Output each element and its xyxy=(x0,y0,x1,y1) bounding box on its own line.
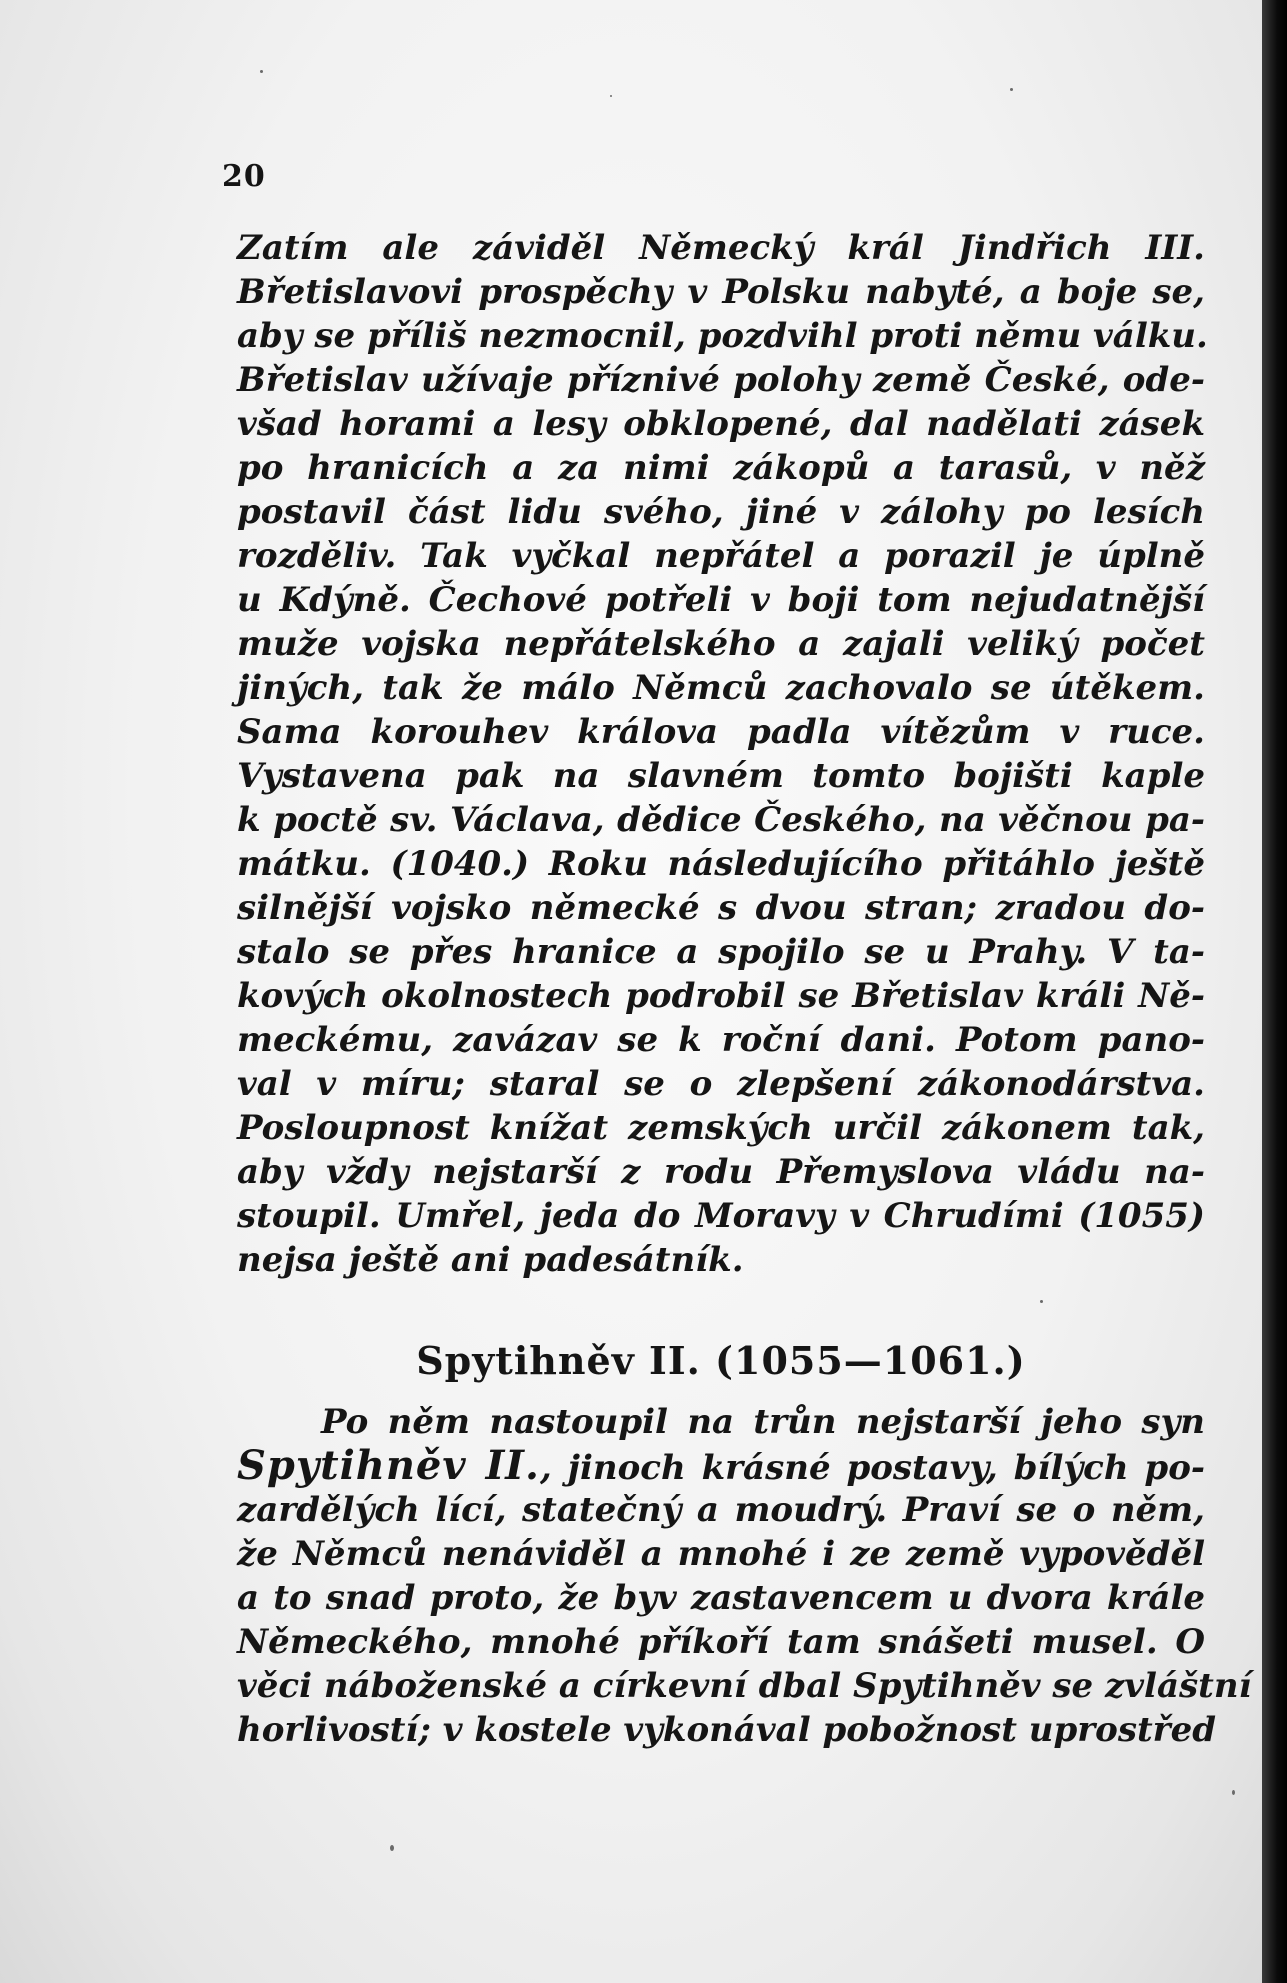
text-line: horlivostí; v kostele vykonával pobožnost uprostřed xyxy=(237,1710,1216,1750)
text-line: meckému, zavázav se k roční dani. Potom pano- xyxy=(237,1020,1205,1060)
book-spine-edge xyxy=(1262,0,1287,1983)
text-line: že Němců nenáviděl a mnohé i ze země vypověděl xyxy=(237,1534,1205,1574)
text-line: mátku. (1040.) Roku následujícího přitáhlo ještě xyxy=(237,844,1205,884)
paper-speck xyxy=(610,95,612,97)
text-line: nejsa ještě ani padesátník. xyxy=(237,1240,744,1280)
paper-speck xyxy=(260,70,263,73)
text-line: věci náboženské a církevní dbal Spytihněv se zvláštní xyxy=(237,1666,1252,1706)
text-line: stoupil. Umřel, jeda do Moravy v Chrudími (1055) xyxy=(237,1196,1205,1236)
text-line: aby se příliš nezmocnil, pozdvihl proti němu válku. xyxy=(237,316,1208,356)
text-line: rozděliv. Tak vyčkal nepřátel a porazil je úplně xyxy=(237,536,1205,576)
text-line: a to snad proto, že byv zastavencem u dvora krále xyxy=(237,1578,1205,1618)
text-line: u Kdýně. Čechové potřeli v boji tom nejudatnější xyxy=(237,580,1205,620)
paper-speck xyxy=(1040,1300,1043,1303)
text-line-rest: , jinoch krásné postavy, bílých po- xyxy=(539,1448,1205,1488)
text-line: muže vojska nepřátelského a zajali veliký počet xyxy=(237,624,1205,664)
text-line xyxy=(237,1444,1205,1488)
text-line: Posloupnost knížat zemských určil zákonem tak, xyxy=(237,1108,1205,1148)
emphasized-name: Spytihněv II. xyxy=(237,1442,540,1489)
text-line: Zatím ale záviděl Německý král Jindřich III. xyxy=(237,228,1205,268)
paragraph-spytihnev xyxy=(237,1400,1252,1752)
text-line: val v míru; staral se o zlepšení zákonodárstva. xyxy=(237,1064,1205,1104)
paper-speck xyxy=(1232,1790,1235,1795)
text-line: Vystavena pak na slavném tomto bojišti kaple xyxy=(237,756,1205,796)
text-line: kových okolnostech podrobil se Břetislav králi Ně- xyxy=(237,976,1205,1016)
text-line: postavil část lidu svého, jiné v zálohy po lesích xyxy=(237,492,1205,532)
text-line: Břetislav užívaje příznivé polohy země České, ode- xyxy=(237,360,1205,400)
text-line: všad horami a lesy obklopené, dal nadělati zásek xyxy=(237,404,1205,444)
text-line: po hranicích a za nimi zákopů a tarasů, v něž xyxy=(237,448,1205,488)
text-line: Břetislavovi prospěchy v Polsku nabyté, a boje se, xyxy=(237,272,1205,312)
paper-speck xyxy=(1010,88,1013,91)
text-line: Sama korouhev králova padla vítězům v ruce. xyxy=(237,712,1205,752)
paragraph-bretislav xyxy=(237,226,1208,1282)
text-line: stalo se přes hranice a spojilo se u Prahy. V ta- xyxy=(237,932,1205,972)
page-number: 20 xyxy=(222,159,266,194)
text-line: jiných, tak že málo Němců zachovalo se útěkem. xyxy=(237,668,1205,708)
text-line: zardělých lící, statečný a moudrý. Praví se o něm, xyxy=(237,1490,1205,1530)
text-line: aby vždy nejstarší z rodu Přemyslova vládu na- xyxy=(237,1152,1205,1192)
text-line: k poctě sv. Václava, dědice Českého, na věčnou pa- xyxy=(237,800,1205,840)
text-line: Německého, mnohé příkoří tam snášeti musel. O xyxy=(237,1622,1205,1662)
text-line: silnější vojsko německé s dvou stran; zradou do- xyxy=(237,888,1205,928)
section-heading: Spytihněv II. (1055—1061.) xyxy=(416,1338,1026,1383)
text-line: Po něm nastoupil na trůn nejstarší jeho syn xyxy=(321,1402,1205,1442)
paper-speck xyxy=(390,1845,394,1851)
